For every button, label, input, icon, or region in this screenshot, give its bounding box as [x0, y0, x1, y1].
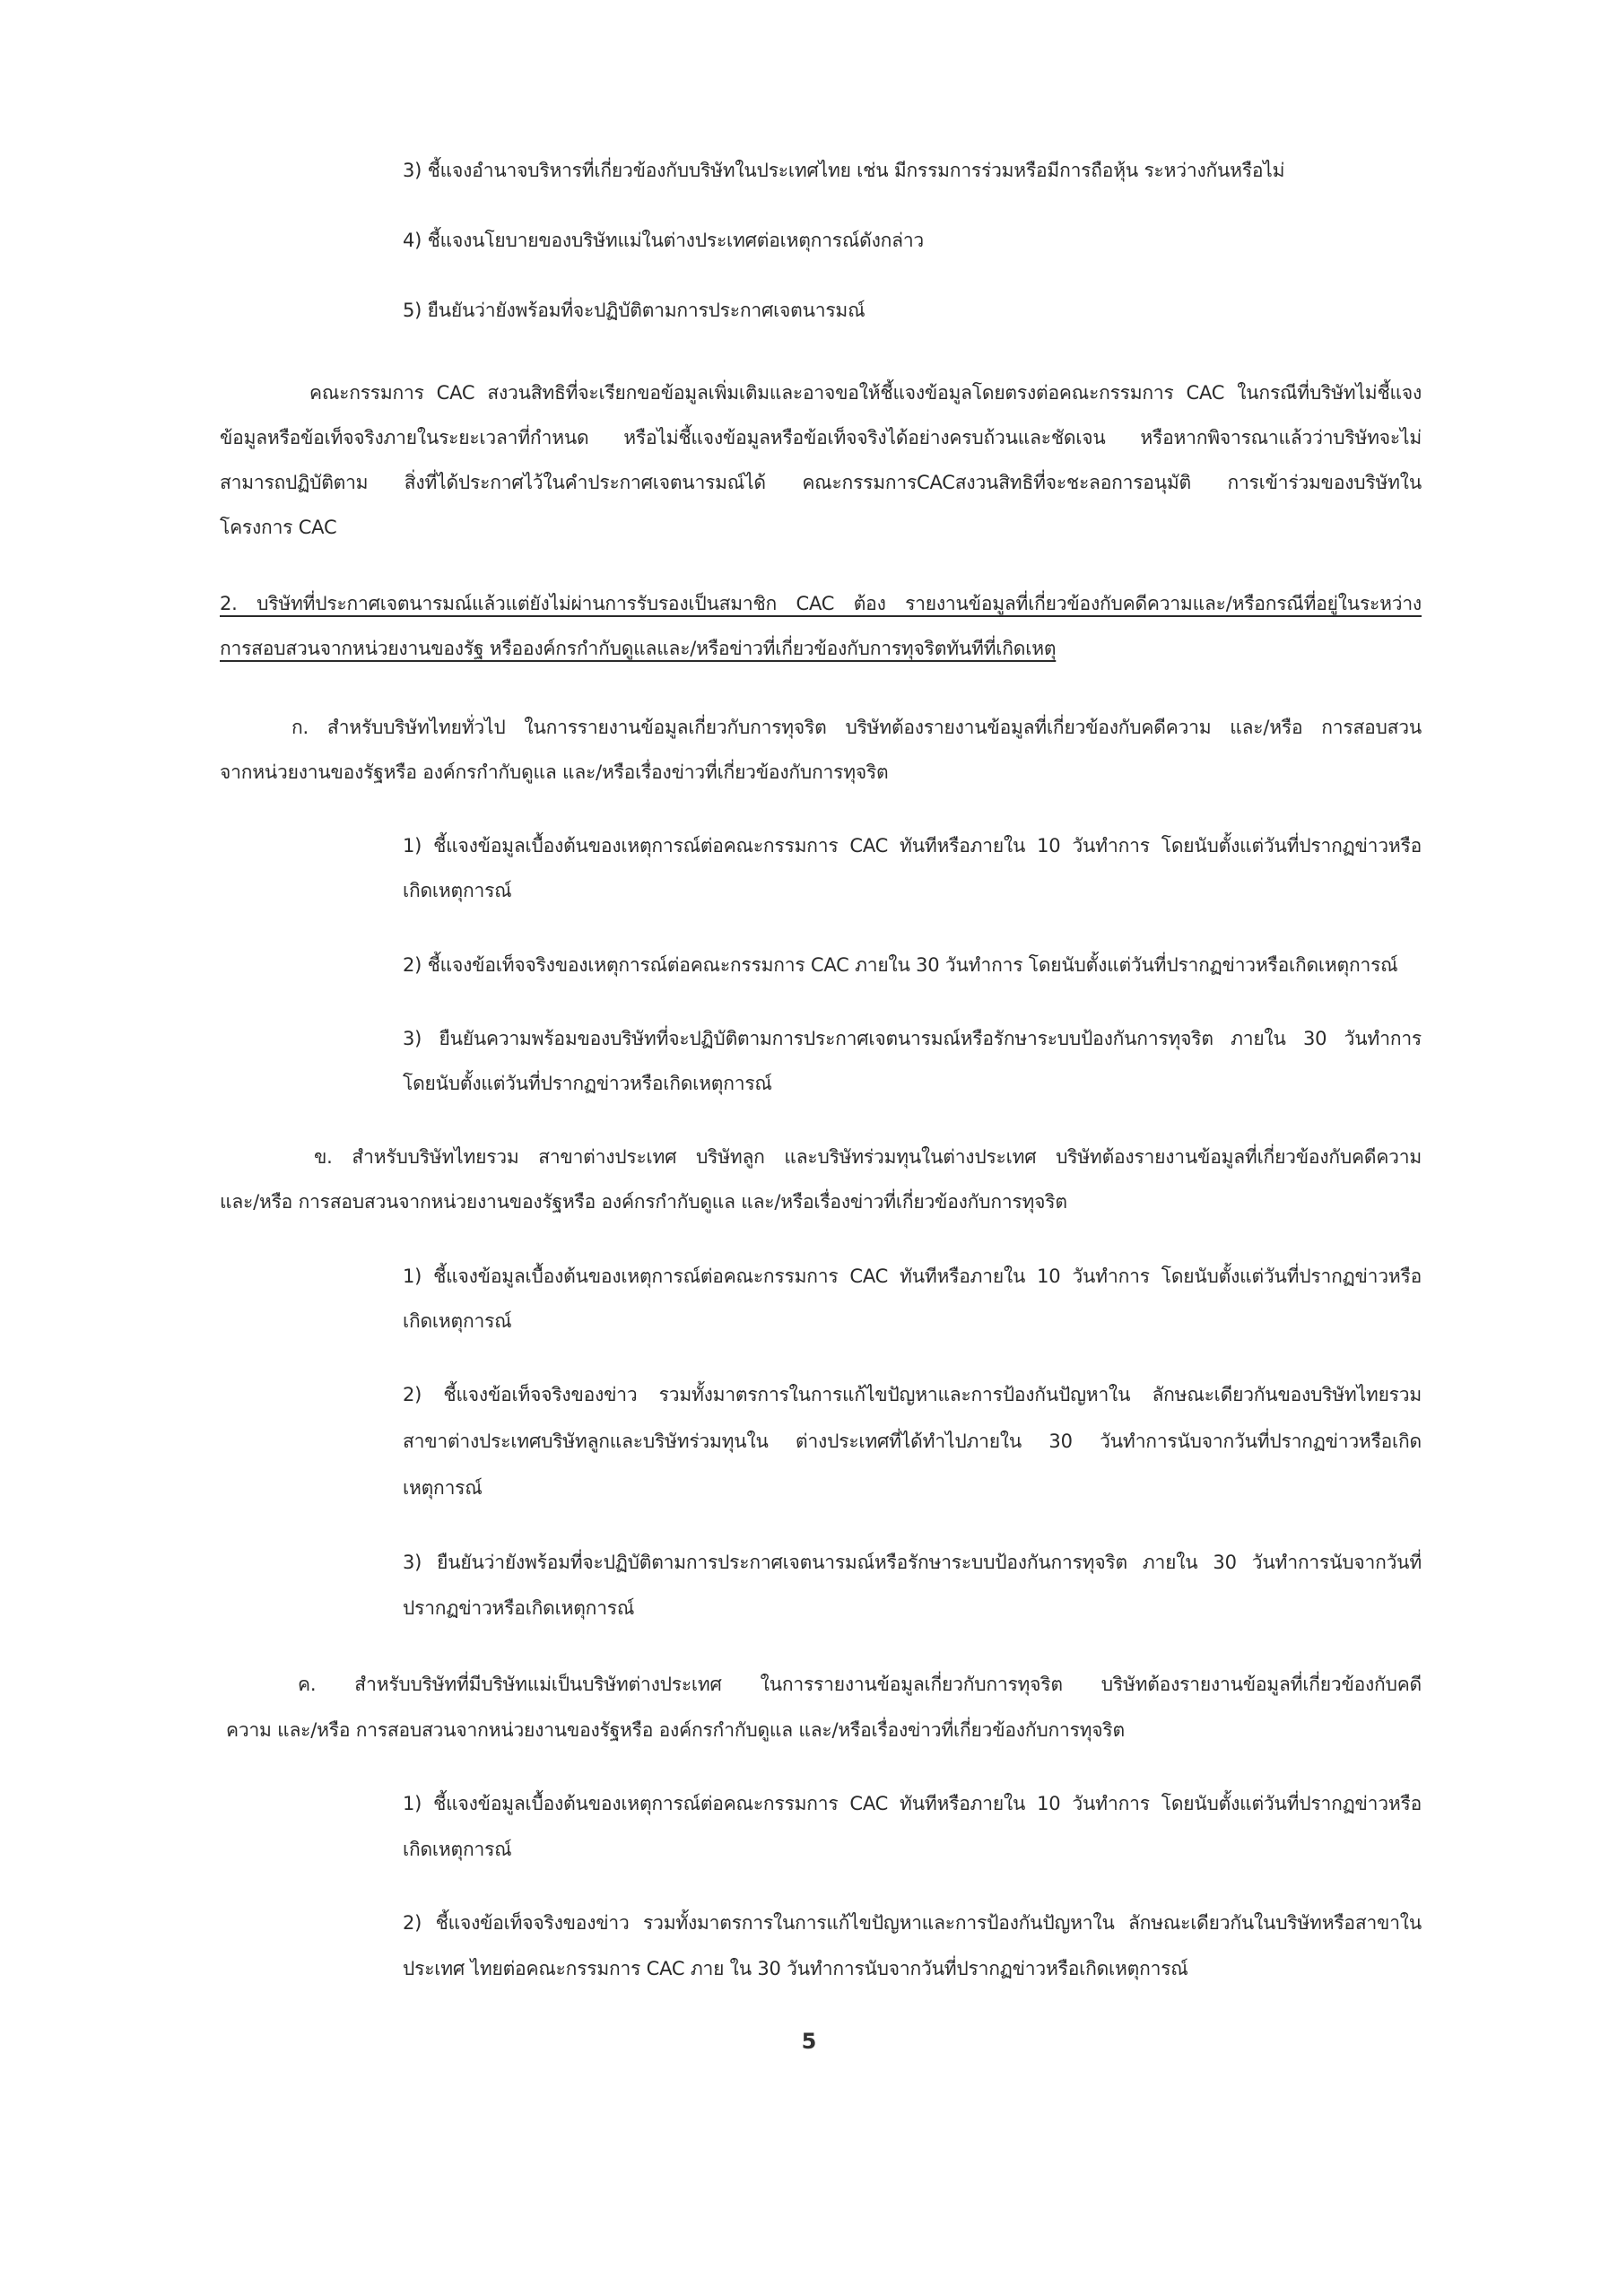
- subsection-heading: ข. สำหรับบริษัทไทยรวม สาขาต่างประเทศ บริษัทลูก และบริษัทร่วมทุนในต่างประเทศ บริษัทต้องรายงานข้อมูลที่เกี่ยวข้องกับคดีความ: [314, 1146, 1422, 1168]
- subsection-heading: ก. สำหรับบริษัทไทยทั่วไป ในการรายงานข้อมูลเกี่ยวกับการทุจริต บริษัทต้องรายงานข้อมูลที่เกี่ยวข้องกับคดีความ และ/หรือ การสอบสวน: [291, 717, 1422, 738]
- list-item: 1) ชี้แจงข้อมูลเบื้องต้นของเหตุการณ์ต่อคณะกรรมการ CAC ทันทีหรือภายใน 10 วันทำการ โดยนับตั้งแต่วันที่ปรากฏข่าวหรือ: [403, 835, 1422, 857]
- list-item-4: 4) ชี้แจงนโยบายของบริษัทแม่ในต่างประเทศต่อเหตุการณ์ดังกล่าว: [403, 230, 925, 251]
- paragraph-line: ความ และ/หรือ การสอบสวนจากหน่วยงานของรัฐหรือ องค์กรกำกับดูแล และ/หรือเรื่องข่าวที่เกี่ยวข้องกับการทุจริต: [226, 1719, 1125, 1741]
- section-heading: การสอบสวนจากหน่วยงานของรัฐ หรือองค์กรกำกับดูแลและ/หรือข่าวที่เกี่ยวข้องกับการทุจริตทันทีที่เกิดเหตุ: [220, 638, 1057, 659]
- section-heading: 2. บริษัทที่ประกาศเจตนารมณ์แล้วแต่ยังไม่ผ่านการรับรองเป็นสมาชิก CAC ต้อง รายงานข้อมูลที่เกี่ยวข้องกับคดีความและ/หรือกรณีที่อยู่ในระหว่าง: [220, 593, 1422, 614]
- page-number: 5: [801, 2029, 817, 2054]
- paragraph-line: สามารถปฏิบัติตาม สิ่งที่ได้ประกาศไว้ในคำประกาศเจตนารมณ์ได้ คณะกรรมการCACสงวนสิทธิที่จะชะลอการอนุมัติ การเข้าร่วมของบริษัทใน: [220, 472, 1422, 493]
- list-item: 2) ชี้แจงข้อเท็จจริงของเหตุการณ์ต่อคณะกรรมการ CAC ภายใน 30 วันทำการ โดยนับตั้งแต่วันที่ปรากฏข่าวหรือเกิดเหตุการณ์: [403, 954, 1398, 976]
- list-item: เกิดเหตุการณ์: [403, 880, 512, 901]
- paragraph-line: และ/หรือ การสอบสวนจากหน่วยงานของรัฐหรือ องค์กรกำกับดูแล และ/หรือเรื่องข่าวที่เกี่ยวข้องกับการทุจริต: [220, 1191, 1067, 1213]
- list-item: เหตุการณ์: [403, 1477, 483, 1499]
- list-item: ปรากฏข่าวหรือเกิดเหตุการณ์: [403, 1597, 635, 1619]
- subsection-heading: ค. สำหรับบริษัทที่มีบริษัทแม่เป็นบริษัทต่างประเทศ ในการรายงานข้อมูลเกี่ยวกับการทุจริต บริษัทต้องรายงานข้อมูลที่เกี่ยวข้องกับคดี: [298, 1674, 1422, 1695]
- paragraph-line: คณะกรรมการ CAC สงวนสิทธิที่จะเรียกขอข้อมูลเพิ่มเติมและอาจขอให้ชี้แจงข้อมูลโดยตรงต่อคณะกรรมการ CAC ในกรณีที่บริษัทไม่ชี้แจง: [309, 382, 1422, 404]
- list-item: เกิดเหตุการณ์: [403, 1310, 512, 1332]
- list-item: 3) ยืนยันความพร้อมของบริษัทที่จะปฏิบัติตามการประกาศเจตนารมณ์หรือรักษาระบบป้องกันการทุจริต ภายใน 30 วันทำการ: [403, 1028, 1422, 1049]
- paragraph-line: ข้อมูลหรือข้อเท็จจริงภายในระยะเวลาที่กำหนด หรือไม่ชี้แจงข้อมูลหรือข้อเท็จจริงได้อย่างครบถ้วนและชัดเจน หรือหากพิจารณาแล้วว่าบริษัทจะไม่: [220, 427, 1422, 448]
- list-item: เกิดเหตุการณ์: [403, 1839, 512, 1860]
- list-item: สาขาต่างประเทศบริษัทลูกและบริษัทร่วมทุนใน ต่างประเทศที่ได้ทำไปภายใน 30 วันทำการนับจากวันที่ปรากฏข่าวหรือเกิด: [403, 1431, 1422, 1452]
- list-item-5: 5) ยืนยันว่ายังพร้อมที่จะปฏิบัติตามการประกาศเจตนารมณ์: [403, 300, 866, 321]
- list-item: 1) ชี้แจงข้อมูลเบื้องต้นของเหตุการณ์ต่อคณะกรรมการ CAC ทันทีหรือภายใน 10 วันทำการ โดยนับตั้งแต่วันที่ปรากฏข่าวหรือ: [403, 1793, 1422, 1814]
- paragraph-line: โครงการ CAC: [220, 517, 337, 538]
- list-item: 2) ชี้แจงข้อเท็จจริงของข่าว รวมทั้งมาตรการในการแก้ไขปัญหาและการป้องกันปัญหาใน ลักษณะเดียวกันในบริษัทหรือสาขาใน: [403, 1912, 1422, 1934]
- list-item: 2) ชี้แจงข้อเท็จจริงของข่าว รวมทั้งมาตรการในการแก้ไขปัญหาและการป้องกันปัญหาใน ลักษณะเดียวกันของบริษัทไทยรวม: [403, 1384, 1422, 1405]
- list-item: ประเทศ ไทยต่อคณะกรรมการ CAC ภาย ใน 30 วันทำการนับจากวันที่ปรากฏข่าวหรือเกิดเหตุการณ์: [403, 1958, 1188, 1979]
- list-item: 3) ยืนยันว่ายังพร้อมที่จะปฏิบัติตามการประกาศเจตนารมณ์หรือรักษาระบบป้องกันการทุจริต ภายใน 30 วันทำการนับจากวันที่: [403, 1552, 1422, 1573]
- list-item: 1) ชี้แจงข้อมูลเบื้องต้นของเหตุการณ์ต่อคณะกรรมการ CAC ทันทีหรือภายใน 10 วันทำการ โดยนับตั้งแต่วันที่ปรากฏข่าวหรือ: [403, 1265, 1422, 1287]
- list-item-3: 3) ชี้แจงอำนาจบริหารที่เกี่ยวข้องกับบริษัทในประเทศไทย เช่น มีกรรมการร่วมหรือมีการถือหุ้น ระหว่างกันหรือไม่: [403, 160, 1285, 181]
- paragraph-line: จากหน่วยงานของรัฐหรือ องค์กรกำกับดูแล และ/หรือเรื่องข่าวที่เกี่ยวข้องกับการทุจริต: [220, 761, 889, 783]
- list-item: โดยนับตั้งแต่วันที่ปรากฏข่าวหรือเกิดเหตุการณ์: [403, 1073, 772, 1094]
